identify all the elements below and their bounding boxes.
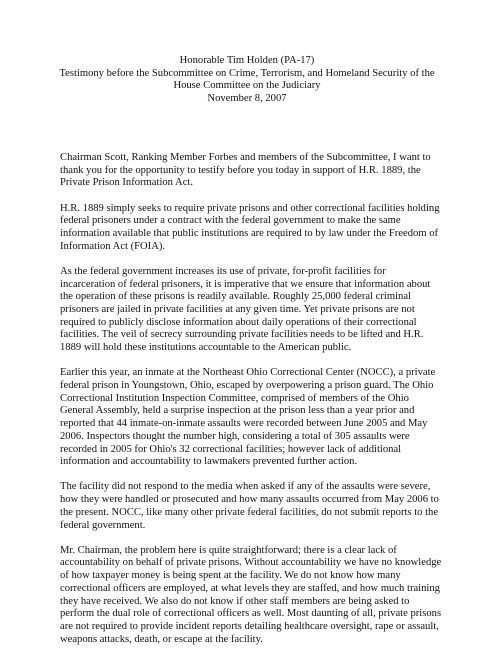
paragraph-private-facilities: As the federal government increases its use of private, for-profit facilities for incarceration of federal prisoners, it is imperative that we ensure that information about the operation of these prisons is readily available. Roughly 25,000 federal criminal prisoners are jailed in private facilities at any given time. Yet private prisons are not required to publicly disclose information about daily operations of their correctional facilities. The veil of secrecy surrounding private facilities needs to be lifted and H.R. 1889 will hold these institutions accountable to the American public. — [60, 265, 431, 354]
testimony-date: November 8, 2007 — [207, 92, 287, 104]
paragraph-bill-summary: H.R. 1889 simply seeks to require private prisons and other correctional facilities holding federal prisoners under a contract with the federal government to make the same information available that public institutions are required to by law under the Freedom of Information Act (FOIA). — [60, 202, 440, 252]
paragraph-accountability: Mr. Chairman, the problem here is quite straightforward; there is a clear lack of accountability on behalf of private prisons. Without accountability we have no knowledge of how taxpayer money is being spent at the facility. We do not know how many correctional officers are employed, at what levels they are staffed, and how much training they have received. We also do not know if other staff members are being asked to perform the dual role of correctional officers as well. Most daunting of all, private prisons are not required to provide incident reports detailing healthcare oversight, rape or assault, weapons attacks, death, or escape at the facility. — [60, 544, 442, 645]
speaker-name: Honorable Tim Holden (PA-17) — [179, 55, 315, 66]
paragraph-media-response: The facility did not respond to the media when asked if any of the assaults were severe, how they were handled or prosecuted and how many assaults occurred from May 2006 to the present. NOCC, like many other private federal facilities, do not submit reports to the federal government. — [60, 481, 439, 531]
testimony-venue: Testimony before the Subcommittee on Crime, Terrorism, and Homeland Security of the — [59, 67, 435, 79]
committee-name: House Committee on the Judiciary — [173, 80, 321, 92]
testimony-header — [40, 55, 454, 105]
paragraph-nocc-incident: Earlier this year, an inmate at the Northeast Ohio Correctional Center (NOCC), a private federal prison in Youngstown, Ohio, escaped by overpowering a prison guard. The Ohio Correctional Institution Inspection Committee, comprised of members of the Ohio General Assembly, held a surprise inspection at the prison less than a year prior and reported that 44 inmate-on-inmate assaults were recorded between June 2005 and May 2006. Inspectors thought the number high, considering a total of 305 assaults were recorded in 2005 for Ohio's 32 correctional facilities; however lack of additional information and accountability to lawmakers prevented further action. — [60, 367, 436, 468]
paragraph-opening: Chairman Scott, Ranking Member Forbes and members of the Subcommittee, I want to thank you for the opportunity to testify before you today in support of H.R. 1889, the Private Prison Information Act. — [60, 152, 431, 189]
testimony-body — [60, 152, 443, 659]
